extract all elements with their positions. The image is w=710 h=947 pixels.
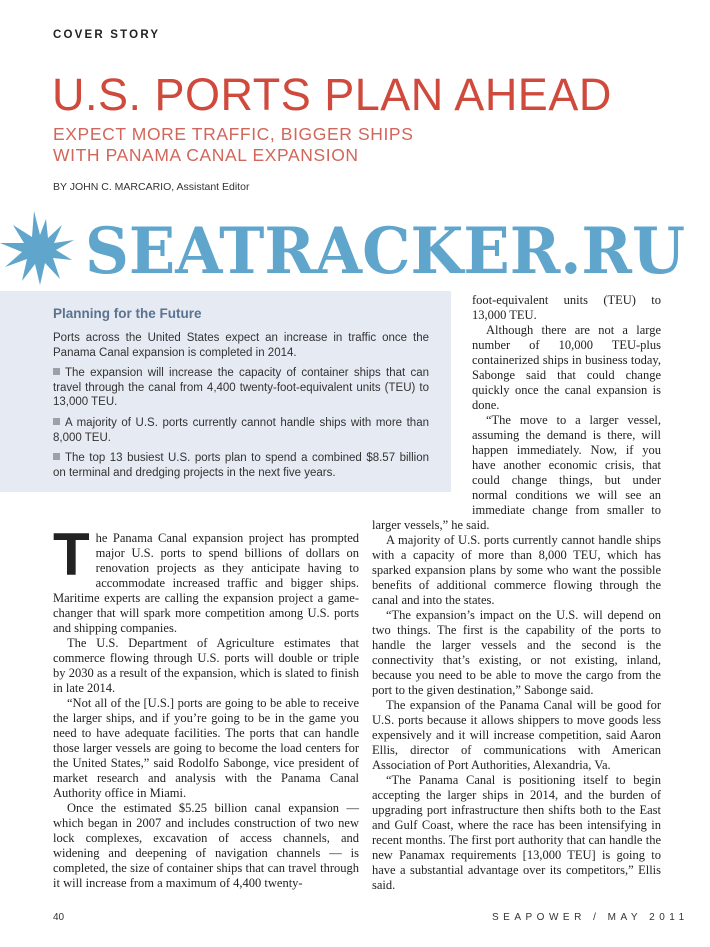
sidebar-heading: Planning for the Future (53, 306, 202, 321)
page-number: 40 (53, 912, 65, 923)
publication-footer: SEAPOWER / MAY 2011 (492, 912, 689, 923)
bullet-square-icon (53, 453, 60, 460)
article-paragraph: The Panama Canal expansion project has prompted major U.S. ports to spend billions of dollars on renovation projects as they anticipate having to accommodate increased traffic and bigger ships. Maritime experts are calling the expansion project a game-changer that will spark more competition among U.S. ports and shipping companies. (53, 521, 359, 635)
drop-cap: T (53, 521, 90, 588)
article-column-1 (53, 521, 359, 891)
article-paragraph: “The move to a larger vessel, assuming the demand is there, will happen immediately. Now, if you have another economic crisis, that could change things, but under normal conditions we will see an immediate change from smaller to larger vessels,” he said. (372, 413, 661, 532)
subtitle-line: WITH PANAMA CANAL EXPANSION (53, 145, 359, 165)
article-column-3 (372, 533, 661, 893)
sunburst-icon (0, 211, 74, 285)
sidebar-intro: Ports across the United States expect an increase in traffic once the Panama Canal expansion is completed in 2014. (53, 332, 429, 359)
article-paragraph: The U.S. Department of Agriculture estimates that commerce flowing through U.S. ports will double or triple by 2030 as a result of the expansion, which is slated to finish in late 2014. (53, 636, 359, 695)
subtitle-line: EXPECT MORE TRAFFIC, BIGGER SHIPS (53, 124, 414, 144)
sidebar-spacer (372, 293, 472, 505)
article-title: U.S. PORTS PLAN AHEAD (52, 69, 612, 120)
article-paragraph: Although there are not a large number of 10,000 TEU-plus containerized ships in business today, Sabonge said that could change quickly once the canal expansion is done. (472, 323, 661, 412)
watermark (0, 205, 710, 285)
byline: BY JOHN C. MARCARIO, Assistant Editor (53, 181, 250, 193)
article-paragraph: foot-equivalent units (TEU) to 13,000 TEU. (472, 293, 661, 322)
article-paragraph: Once the estimated $5.25 billion canal expansion — which began in 2007 and includes construction of two new lock complexes, excavation of access channels, and widening and deepening of navigation channels — is completed, the size of container ships that can travel through it will increase from a maximum of 4,400 twenty- (53, 801, 359, 890)
sidebar-bullet: A majority of U.S. ports currently cannot handle ships with more than 8,000 TEU. (53, 416, 429, 444)
article-paragraph: “Not all of the [U.S.] ports are going to be able to receive the larger ships, and if you’re going to be in the game you need to have adequate facilities. The ports that can handle those larger vessels are going to become the load centers for the United States,” said Rodolfo Sabonge, vice president of market research and analysis with the Panama Canal Authority office in Miami. (53, 696, 359, 800)
article-paragraph: “The Panama Canal is positioning itself to begin accepting the larger ships in 2014, and the burden of upgrading port infrastructure then shifts both to the East and Gulf Coast, where the race has been intensifying in recent months. The first port authority that can handle the new Panamax requirements [13,000 TEU] is going to have a substantial advantage over its competitors,” Ellis said. (372, 773, 661, 892)
bullet-square-icon (53, 418, 60, 425)
sidebar-bullet: The expansion will increase the capacity of container ships that can travel through the canal from 4,400 twenty-foot-equivalent units (TEU) to 13,000 TEU. (53, 367, 429, 409)
article-right-column (372, 293, 661, 893)
watermark-text: SEATRACKER.RU (85, 214, 685, 285)
bullet-square-icon (53, 368, 60, 375)
article-paragraph: The expansion of the Panama Canal will be good for U.S. ports because it allows shippers to move goods less expensively and it will increase competition, said Aaron Ellis, director of communications with American Association of Port Authorities, Alexandria, Va. (372, 698, 661, 772)
article-subtitle (53, 124, 413, 166)
article-paragraph: “The expansion’s impact on the U.S. will depend on two things. The first is the capability of the ports to handle the larger vessels and the second is the connectivity that’s existing, or not existing, inland, because you need to be able to move the cargo from the port to the given destination,” Sabonge said. (372, 608, 661, 697)
section-kicker: COVER STORY (53, 29, 161, 41)
sidebar-bullet: The top 13 busiest U.S. ports plan to spend a combined $8.57 billion on terminal and dredging projects in the next five years. (53, 452, 429, 479)
article-paragraph: A majority of U.S. ports currently cannot handle ships with a capacity of more than 8,000 TEU, which has sparked expansion plans by some who want the possible benefits of additional commerce flowing through the canal and into the states. (372, 533, 661, 607)
